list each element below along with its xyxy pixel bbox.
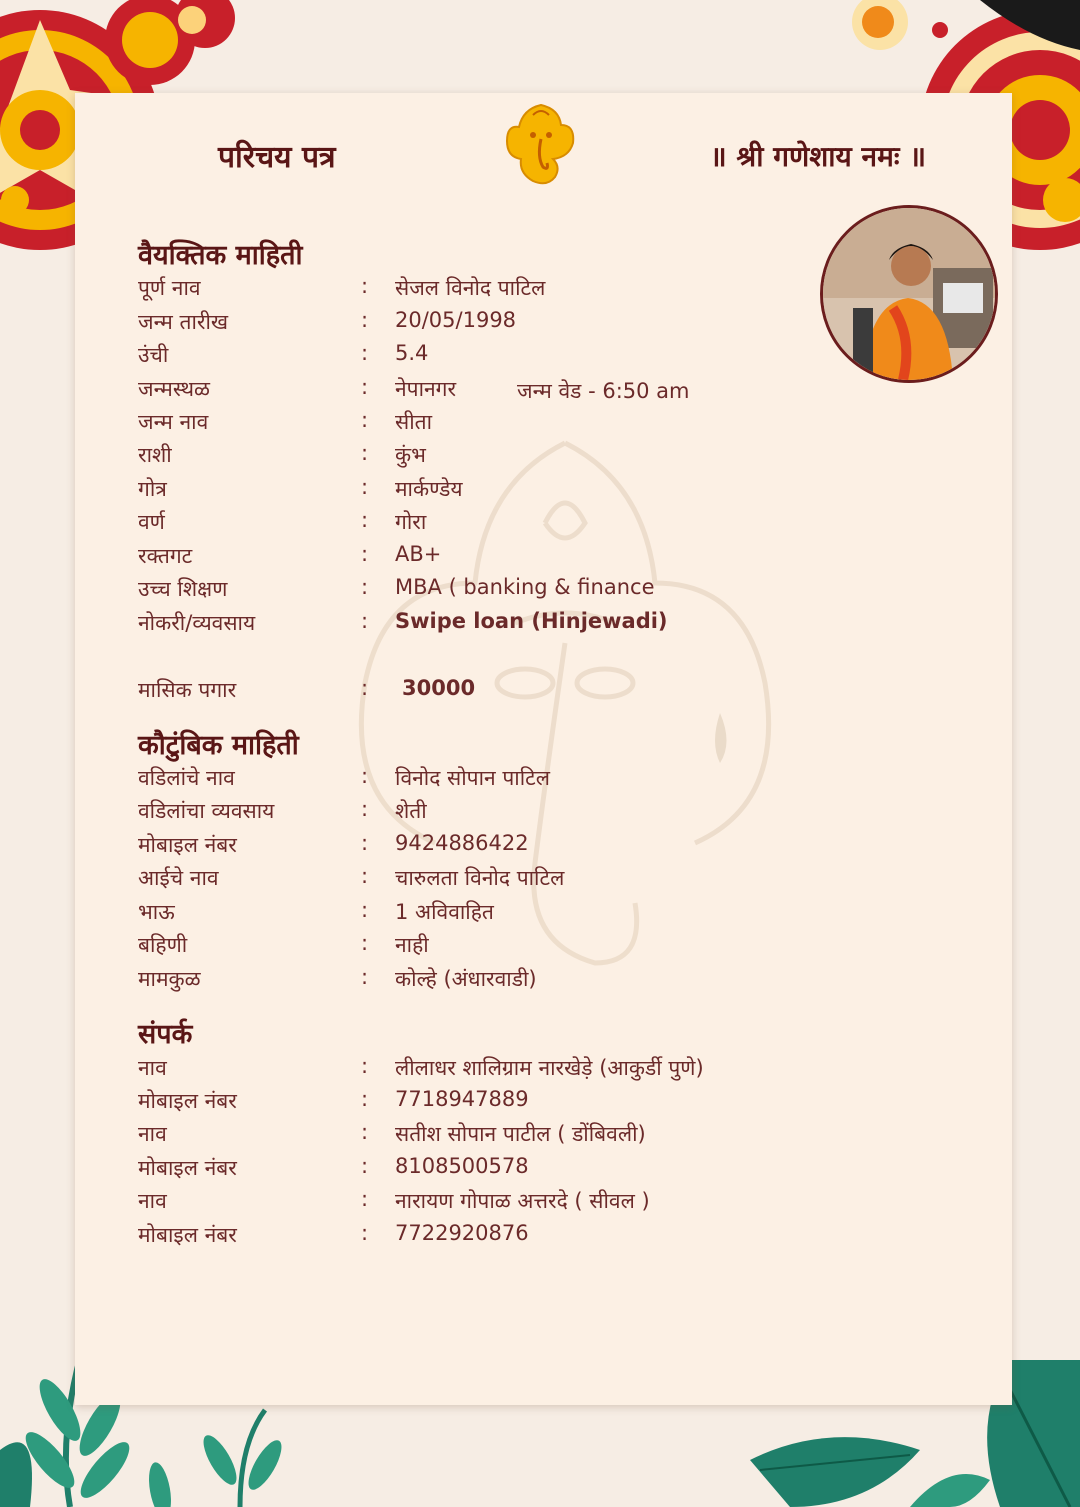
info-row-birth-name	[138, 408, 998, 440]
row-label: जन्म तारीख	[138, 310, 229, 334]
row-label: नाव	[138, 1189, 167, 1213]
row-label: आईचे नाव	[138, 866, 219, 890]
row-label: पूर्ण नाव	[138, 276, 201, 300]
contact-row-name-2	[138, 1120, 998, 1152]
contact-row-name-1	[138, 1054, 998, 1086]
row-colon: :	[361, 542, 369, 566]
row-colon: :	[361, 797, 369, 821]
row-value: शेती	[395, 799, 427, 823]
row-colon: :	[361, 375, 369, 399]
info-row-complexion	[138, 508, 998, 540]
row-value: लीलाधर शालिग्राम नारखेड़े (आकुर्डी पुणे)	[395, 1056, 704, 1080]
info-row-mobile-number	[138, 831, 998, 863]
contact-row-mobile-3	[138, 1221, 998, 1253]
row-colon: :	[361, 274, 369, 298]
row-label: जन्मस्थळ	[138, 377, 210, 401]
row-colon: :	[361, 1120, 369, 1144]
contact-row-mobile-2	[138, 1154, 998, 1186]
row-label: बहिणी	[138, 933, 188, 957]
row-value: सीता	[395, 410, 433, 434]
row-value: MBA ( banking & finance	[395, 575, 655, 599]
row-value: 7722920876	[395, 1221, 529, 1245]
invocation-text: ॥ श्री गणेशाय नमः ॥	[709, 140, 926, 173]
row-value: 1 अविवाहित	[395, 900, 494, 924]
info-row-blood-group	[138, 542, 998, 574]
info-row-brother	[138, 898, 998, 930]
row-label: भाऊ	[138, 900, 175, 924]
info-row-birth-place	[138, 375, 998, 407]
row-value: 7718947889	[395, 1087, 529, 1111]
row-label: रक्तगट	[138, 544, 193, 568]
row-value: नेपानगर	[395, 377, 457, 401]
row-colon: :	[361, 864, 369, 888]
row-label: गोत्र	[138, 477, 167, 501]
row-colon: :	[361, 1187, 369, 1211]
row-value: मार्कण्डेय	[395, 477, 463, 501]
row-colon: :	[361, 898, 369, 922]
info-row-rashi	[138, 441, 998, 473]
row-label: वडिलांचा व्यवसाय	[138, 799, 275, 823]
info-row-maternal-family	[138, 965, 998, 997]
info-row-occupation	[138, 609, 998, 641]
row-colon: :	[361, 441, 369, 465]
row-value: 8108500578	[395, 1154, 529, 1178]
row-value: कुंभ	[395, 443, 426, 467]
row-value: चारुलता विनोद पाटिल	[395, 866, 565, 890]
row-label: नोकरी/व्यवसाय	[138, 611, 256, 635]
info-row-education	[138, 575, 998, 607]
row-label: मामकुळ	[138, 967, 201, 991]
row-label: मोबाइल नंबर	[138, 833, 237, 857]
row-colon: :	[361, 965, 369, 989]
row-value: 30000	[402, 676, 476, 700]
row-colon: :	[361, 831, 369, 855]
row-value: कोल्हे (अंधारवाडी)	[395, 967, 537, 991]
info-row-height	[138, 341, 998, 373]
contact-row-mobile-1	[138, 1087, 998, 1119]
row-colon: :	[361, 475, 369, 499]
row-label: राशी	[138, 443, 172, 467]
info-row-monthly-salary	[138, 676, 998, 708]
row-value: सतीश सोपान पाटील ( डोंबिवली)	[395, 1122, 646, 1146]
info-row-father-occupation	[138, 797, 998, 829]
row-colon: :	[361, 1054, 369, 1078]
row-label: वडिलांचे नाव	[138, 766, 235, 790]
row-value: नाही	[395, 933, 429, 957]
info-row-birth-date	[138, 308, 998, 340]
row-colon: :	[361, 1087, 369, 1111]
row-value: 5.4	[395, 341, 429, 365]
row-colon: :	[361, 575, 369, 599]
section-title-personal: वैयक्तिक माहिती	[138, 240, 303, 271]
row-value: गोरा	[395, 510, 427, 534]
section-title-contact: संपर्क	[138, 1019, 193, 1050]
info-row-father-name	[138, 764, 998, 796]
row-colon: :	[361, 508, 369, 532]
row-value: 9424886422	[395, 831, 529, 855]
row-colon: :	[361, 676, 369, 700]
row-value: नारायण गोपाळ अत्तरदे ( सीवल )	[395, 1189, 650, 1213]
row-label: मोबाइल नंबर	[138, 1223, 237, 1247]
row-label: मोबाइल नंबर	[138, 1089, 237, 1113]
row-label: वर्ण	[138, 510, 165, 534]
info-row-full-name	[138, 274, 998, 306]
row-value: विनोद सोपान पाटिल	[395, 766, 550, 790]
contact-row-name-3	[138, 1187, 998, 1219]
row-value: Swipe loan (Hinjewadi)	[395, 609, 668, 633]
row-label: मासिक पगार	[138, 678, 237, 702]
row-label: उच्च शिक्षण	[138, 577, 228, 601]
section-title-family: कौटुंबिक माहिती	[138, 730, 299, 761]
row-label: नाव	[138, 1122, 167, 1146]
row-label: उंची	[138, 343, 169, 367]
row-colon: :	[361, 308, 369, 332]
ganesha-icon	[503, 101, 579, 187]
biodata-card	[75, 93, 1012, 1405]
row-colon: :	[361, 1221, 369, 1245]
row-label: मोबाइल नंबर	[138, 1156, 237, 1180]
info-row-sisters	[138, 931, 998, 963]
page-title: परिचय पत्र	[218, 140, 336, 175]
info-row-mother-name	[138, 864, 998, 896]
row-colon: :	[361, 931, 369, 955]
info-row-gotra	[138, 475, 998, 507]
row-label: नाव	[138, 1056, 167, 1080]
row-label: जन्म नाव	[138, 410, 209, 434]
row-colon: :	[361, 1154, 369, 1178]
row-value: 20/05/1998	[395, 308, 517, 332]
row-value: सेजल विनोद पाटिल	[395, 276, 546, 300]
row-colon: :	[361, 341, 369, 365]
row-colon: :	[361, 408, 369, 432]
birth-time: जन्म वेड - 6:50 am	[517, 379, 690, 403]
row-value: AB+	[395, 542, 442, 566]
row-colon: :	[361, 764, 369, 788]
row-colon: :	[361, 609, 369, 633]
